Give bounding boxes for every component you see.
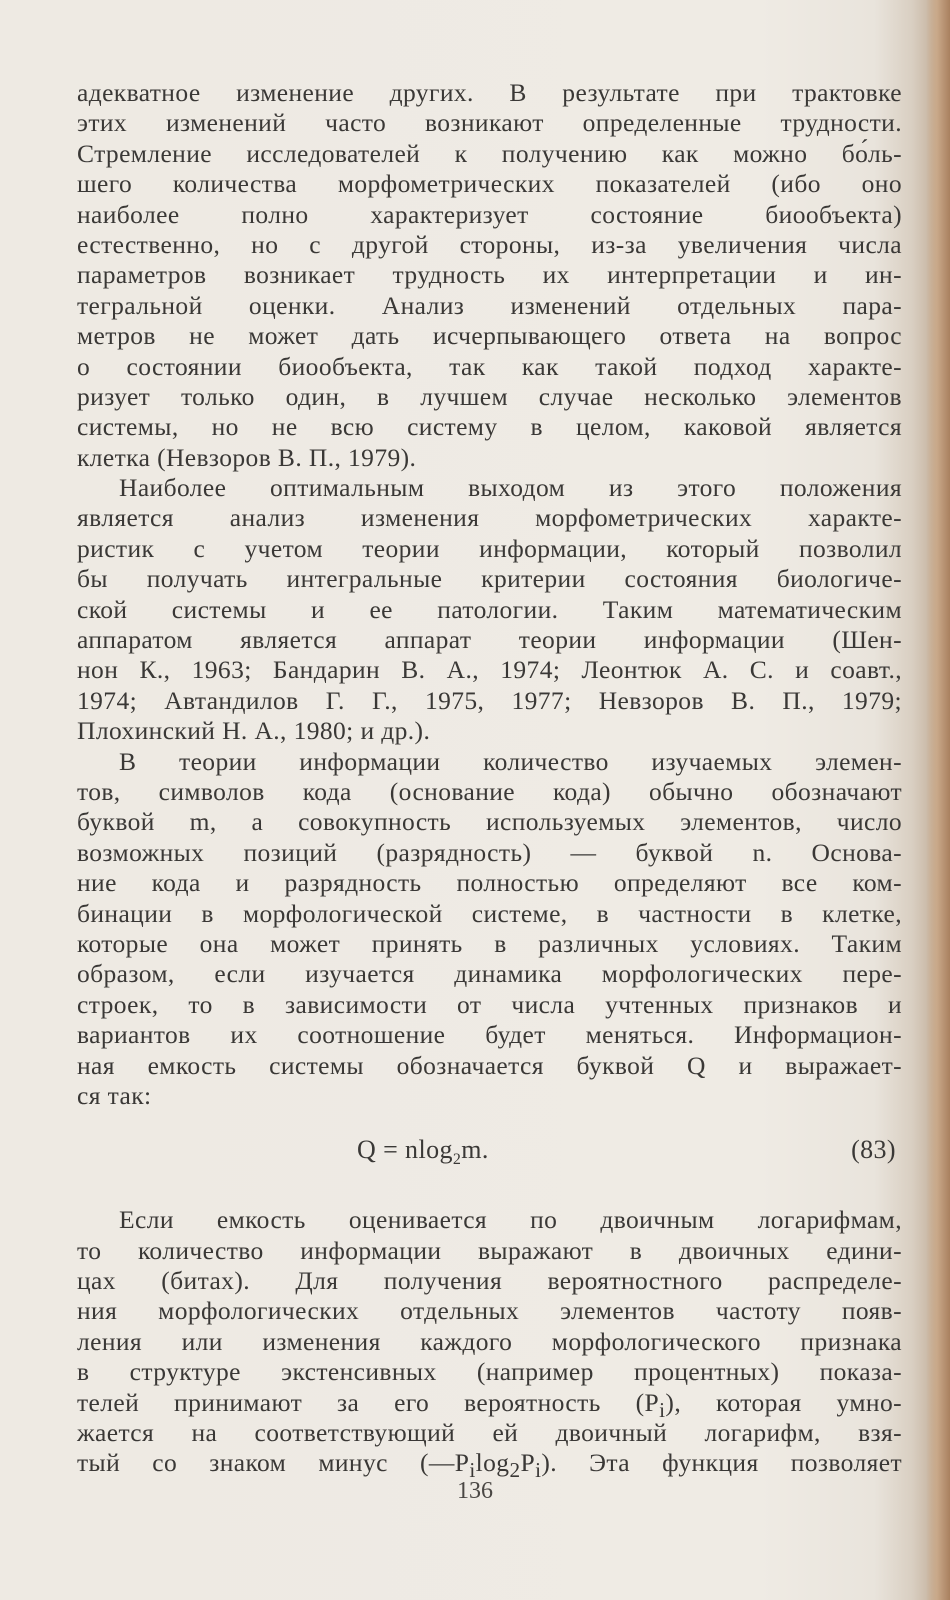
text-line: этих изменений часто возникают определенные трудности. xyxy=(77,108,902,138)
text-line: ления или изменения каждого морфологического признака xyxy=(77,1326,902,1356)
text-line xyxy=(77,1448,902,1483)
text-line: цах (битах). Для получения вероятностного распределе- xyxy=(77,1266,902,1296)
text-line: Плохинский Н. А., 1980; и др.). xyxy=(77,716,431,746)
text-line: тов, символов кода (основание кода) обычно обозначают xyxy=(77,776,902,806)
formula xyxy=(357,1135,489,1169)
formula-left: Q = nlog xyxy=(357,1135,453,1165)
text-line: буквой m, а совокупность используемых элементов, число xyxy=(77,807,902,837)
text-line: бы получать интегральные критерии состояния биологиче- xyxy=(77,564,902,594)
text-line: ния морфологических отдельных элементов частоту появ- xyxy=(77,1296,902,1326)
page-number: 136 xyxy=(457,1478,493,1504)
formula-row xyxy=(77,1117,902,1183)
text-line: параметров возникает трудность их интерпретации и ин- xyxy=(77,260,902,290)
text-line: Наиболее оптимальным выходом из этого положения xyxy=(119,473,902,503)
body-text xyxy=(77,78,902,1483)
subscript: i xyxy=(469,1458,476,1483)
text-line: наиболее полно характеризует состояние биообъекта) xyxy=(77,199,902,229)
text-line: тегральной оценки. Анализ изменений отдельных пара- xyxy=(77,290,902,320)
subscript: i xyxy=(659,1397,666,1422)
text-line: Если емкость оценивается по двоичным логарифмам, xyxy=(119,1205,902,1235)
text-line: естественно, но с другой стороны, из-за увеличения числа xyxy=(77,229,902,259)
text-line: 1974; Автандилов Г. Г., 1975, 1977; Невзоров В. П., 1979; xyxy=(77,685,902,715)
paragraph-3 xyxy=(77,747,902,1112)
text-line: бинации в морфологической системе, в частности в клетке, xyxy=(77,898,902,928)
text-line: жается на соответствующий ей двоичный логарифм, взя- xyxy=(77,1418,902,1448)
paragraph-1 xyxy=(77,78,902,473)
text-line: системы, но не всю систему в целом, каковой является xyxy=(77,412,902,442)
text-segment: P xyxy=(520,1448,536,1478)
formula-right: m. xyxy=(461,1135,489,1165)
spacer xyxy=(77,1183,902,1205)
page-edge-shadow xyxy=(926,0,950,1600)
text-line: о состоянии биообъекта, так как такой подход характе- xyxy=(77,351,902,381)
subscript: 2 xyxy=(509,1458,521,1483)
text-segment: ), которая умно- xyxy=(665,1387,902,1417)
text-line: в структуре экстенсивных (например процентных) показа- xyxy=(77,1357,902,1387)
text-line: строек, то в зависимости от числа учтенных признаков и xyxy=(77,989,902,1019)
paragraph-4 xyxy=(77,1205,902,1483)
text-line: ся так: xyxy=(77,1080,152,1110)
text-line: является анализ изменения морфометрических характе- xyxy=(77,503,902,533)
text-segment: телей принимают за его вероятность (P xyxy=(77,1387,660,1417)
text-line: аппаратом является аппарат теории информации (Шен- xyxy=(77,625,902,655)
text-line: В теории информации количество изучаемых элемен- xyxy=(119,746,902,776)
text-line: клетка (Невзоров В. П., 1979). xyxy=(77,442,417,472)
text-line: ная емкость системы обозначается буквой Q и выражает- xyxy=(77,1050,902,1080)
formula-subscript: 2 xyxy=(452,1151,462,1169)
text-line: Стремление исследователей к получению как можно бо́ль- xyxy=(77,138,902,168)
text-line: ской системы и ее патологии. Таким математическим xyxy=(77,594,902,624)
text-line: нон К., 1963; Бандарин В. А., 1974; Леонтюк А. С. и соавт., xyxy=(77,655,902,685)
text-line: метров не может дать исчерпывающего ответа на вопрос xyxy=(77,321,902,351)
text-line: возможных позиций (разрядность) — буквой n. Основа- xyxy=(77,837,902,867)
text-line xyxy=(77,1387,902,1422)
text-segment: log xyxy=(475,1448,510,1478)
text-segment: ). Эта функция позволяет xyxy=(541,1448,902,1478)
text-line: образом, если изучается динамика морфологических пере- xyxy=(77,959,902,989)
text-segment: тый со знаком минус (—P xyxy=(77,1448,470,1478)
text-line: ризует только один, в лучшем случае несколько элементов xyxy=(77,381,902,411)
text-line: вариантов их соотношение будет меняться. Информацион- xyxy=(77,1020,902,1050)
text-line: то количество информации выражают в двоичных едини- xyxy=(77,1235,902,1265)
text-line: ристик с учетом теории информации, который позволил xyxy=(77,533,902,563)
text-line: которые она может принять в различных условиях. Таким xyxy=(77,928,902,958)
subscript: i xyxy=(535,1458,542,1483)
paragraph-2 xyxy=(77,473,902,747)
equation-number: (83) xyxy=(851,1135,896,1165)
text-line: адекватное изменение других. В результате при трактовке xyxy=(77,78,902,107)
text-line: ние кода и разрядность полностью определяют все ком- xyxy=(77,868,902,898)
text-line: шего количества морфометрических показателей (ибо оно xyxy=(77,169,902,199)
